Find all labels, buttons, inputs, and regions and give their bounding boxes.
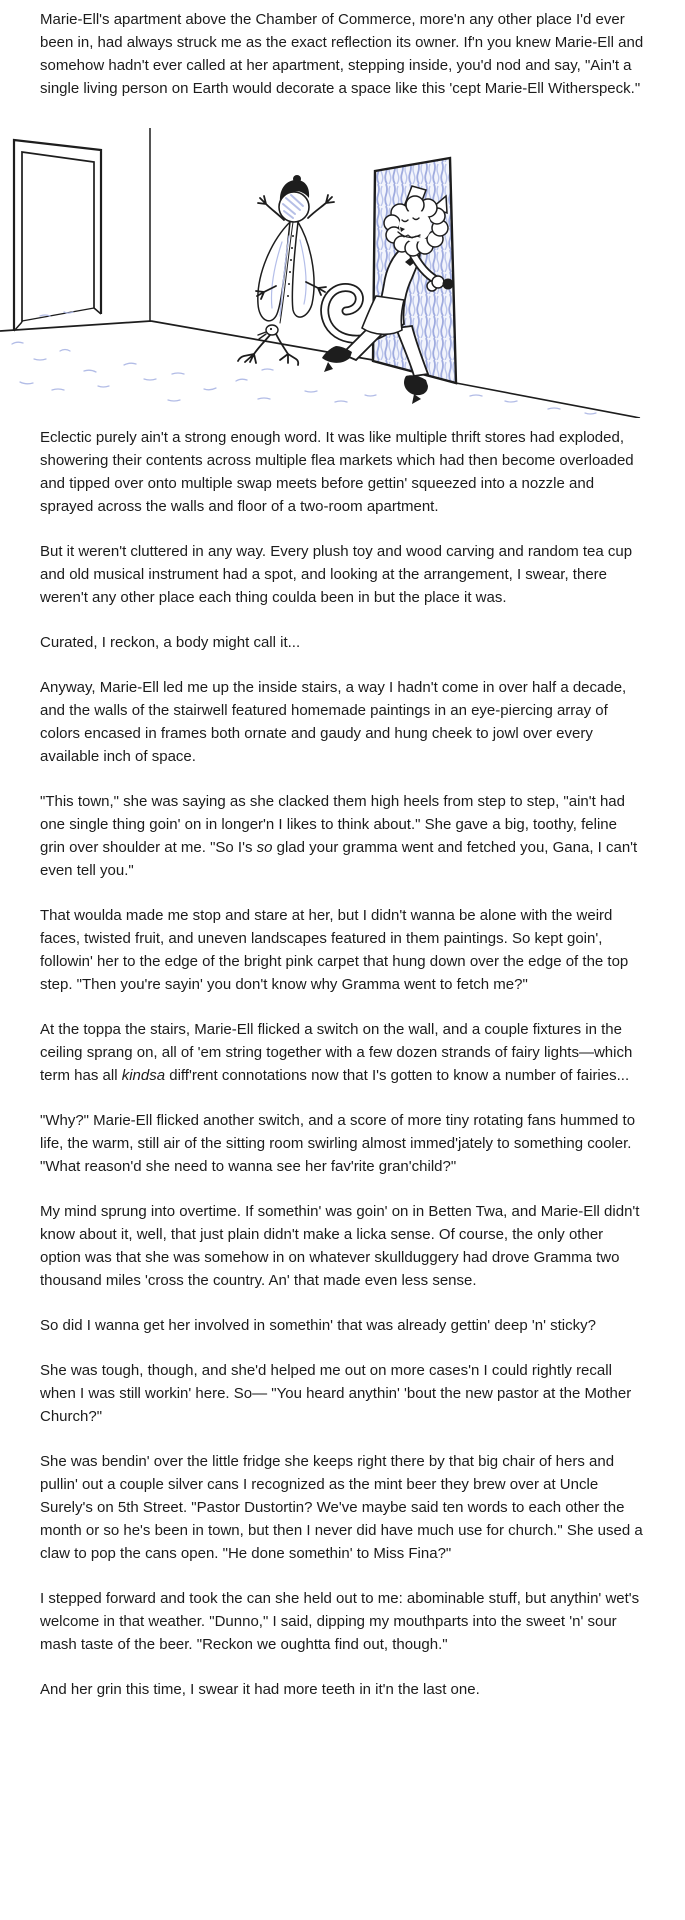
story-paragraph xyxy=(40,676,645,768)
story-paragraph xyxy=(40,426,645,518)
text-run: glad your gramma went and fetched you, Gana, I can't even tell you." xyxy=(40,839,638,879)
story-paragraph xyxy=(40,631,645,654)
fairy-figure xyxy=(238,175,334,365)
text-run: "Why?" Marie-Ell flicked another switch, and a score of more tiny rotating fans hummed to life, the warm, still air of the sitting room swirling almost immed'jately to something cooler. "What reason'd she need to wanna see her fav'rite gran'child?" xyxy=(40,1112,636,1175)
text-run: But it weren't cluttered in any way. Every plush toy and wood carving and random tea cup and old musical instrument had a spot, and looking at the arrangement, I swear, there weren't any other place each thing coulda been in but the place it was. xyxy=(40,543,633,606)
story-paragraph xyxy=(40,1200,645,1292)
story-paragraph xyxy=(40,1450,645,1565)
text-run: So did I wanna get her involved in somethin' that was already gettin' deep 'n' sticky? xyxy=(40,1317,596,1334)
text-run: Curated, I reckon, a body might call it... xyxy=(40,634,301,651)
text-run: "This town," she was saying as she clacked them high heels from step to step, "ain't had one single thing goin' on in longer'n I likes to think about." She gave a big, toothy, feline grin over shoulder at me. "So I's xyxy=(40,793,625,856)
story-paragraph xyxy=(40,1587,645,1656)
story-paragraph xyxy=(40,1314,645,1337)
italic-text-run: kindsa xyxy=(121,1067,166,1084)
story-paragraph xyxy=(40,540,645,609)
text-run: She was bendin' over the little fridge she keeps right there by that big chair of hers and pullin' out a couple silver cans I recognized as the mint beer they brew over at Uncle Surely's on 5th Street. "Pastor Dustortin? We've maybe said ten words to each other the month or so he's been in town, but then I never did have much use for church." She used a claw to pop the cans open. "He done somethin' to Miss Fina?" xyxy=(40,1453,643,1562)
text-run: Anyway, Marie-Ell led me up the inside stairs, a way I hadn't come in over half a decade, and the walls of the stairwell featured homemade paintings in an eye-piercing array of colors encased in frames both ornate and gaudy and hung cheek to jowl over every available inch of space. xyxy=(40,679,627,765)
left-door-frame xyxy=(14,140,101,331)
text-run: Marie-Ell's apartment above the Chamber of Commerce, more'n any other place I'd ever been in, had always struck me as the exact reflection its owner. If'n you knew Marie-Ell and somehow hadn't ever called at her apartment, stepping inside, you'd nod and say, "Ain't a single living person on Earth would decorate a space like this 'cept Marie-Ell Witherspeck." xyxy=(40,11,644,97)
floor-texture xyxy=(12,312,596,414)
story-paragraph xyxy=(40,8,645,100)
text-run: She was tough, though, and she'd helped me out on more cases'n I could rightly recall when I was still workin' here. So— "You heard anythin' 'bout the new pastor at the Mother Church?" xyxy=(40,1362,632,1425)
text-run: diff'rent connotations now that I's gotten to know a number of fairies... xyxy=(165,1067,630,1084)
text-run: That woulda made me stop and stare at her, but I didn't wanna be alone with the weird faces, twisted fruit, and uneven landscapes featured in them paintings. So kept goin', followin' her to the edge of the bright pink carpet that hung down over the edge of the top step. "Then you're sayin' you don't know why Gramma went to fetch me?" xyxy=(40,907,629,993)
story-paragraph xyxy=(40,1109,645,1178)
text-run: My mind sprung into overtime. If somethin' was goin' on in Betten Twa, and Marie-Ell didn't know about it, well, that just plain didn't make a licka sense. Of course, the only other option was that she was somehow in on whatever skullduggery had drove Gramma two thousand miles 'cross the country. An' that made even less sense. xyxy=(40,1203,640,1289)
text-run: At the toppa the stairs, Marie-Ell flicked a switch on the wall, and a couple fixtures in the ceiling sprang on, all of 'em string together with a few dozen strands of fairy lights—which term has all xyxy=(40,1021,633,1084)
story-paragraph xyxy=(40,790,645,882)
italic-text-run: so xyxy=(256,839,273,856)
story-paragraph xyxy=(40,1018,645,1087)
story-paragraph xyxy=(40,904,645,996)
illustration-fairy-and-cat-doorway xyxy=(0,118,685,418)
story-paragraph xyxy=(40,1359,645,1428)
text-run: And her grin this time, I swear it had more teeth in it'n the last one. xyxy=(40,1681,480,1698)
story-paragraph xyxy=(40,1678,645,1701)
text-run: I stepped forward and took the can she held out to me: abominable stuff, but anythin' wet's welcome in that weather. "Dunno," I said, dipping my mouthparts into the sweet 'n' sour mash taste of the beer. "Reckon we oughtta find out, though." xyxy=(40,1590,640,1653)
text-run: Eclectic purely ain't a strong enough word. It was like multiple thrift stores had exploded, showering their contents across multiple flea markets which had then become overloaded and tipped over onto multiple swap meets before gettin' squeezed into a nozzle and sprayed across the walls and floor of a two-room apartment. xyxy=(40,429,634,515)
